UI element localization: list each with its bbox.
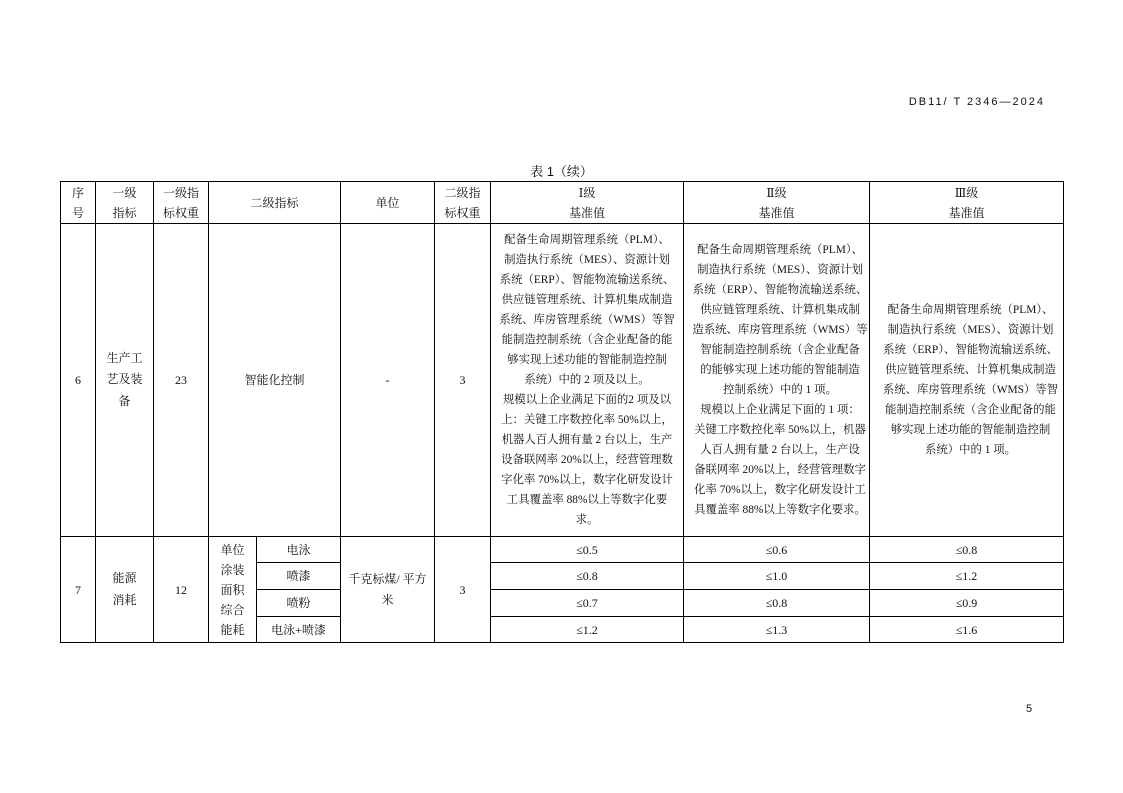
text-line: 上：关键工序数控化率 50%以上， [501, 414, 673, 426]
document-code: DB11/ T 2346—2024 [908, 96, 1045, 108]
text-line: 配备生命周期管理系统（PLM）、 [697, 244, 863, 256]
cell-level1-weight: 23 [154, 224, 209, 537]
text-line: 系统（ERP）、智能物流输送系统、 [499, 274, 675, 286]
text-line: Ⅰ级 [578, 185, 596, 200]
text-line: 系统（ERP）、智能物流输送系统、 [692, 284, 868, 296]
text-line: 配备生命周期管理系统（PLM）、 [887, 304, 1054, 316]
text-line: 能制造控制系统（含企业配备的能 [501, 334, 673, 346]
col-header-level2-indicator [209, 182, 341, 224]
text-line: Ⅱ级 [766, 185, 787, 200]
text-line: 米 [381, 592, 394, 607]
text-line: 系统）中的 1 项。 [924, 444, 1017, 456]
text-line: 化率 70%以上，数字化研发设计工 [694, 484, 866, 496]
text-line: 供应链管理系统、计算机集成制造 [501, 294, 673, 306]
text-line: 机器人百人拥有量 2 台以上，生产 [501, 434, 673, 446]
text-line: 二级指 [444, 185, 481, 200]
text-line: 系统）中的 2 项及以上。 [524, 374, 650, 386]
table-row [61, 537, 1064, 563]
cell-grade3-benchmark [870, 224, 1064, 537]
cell-sub-item: 喷粉 [257, 590, 341, 617]
text-line: 控制系统）中的 1 项。 [723, 384, 837, 396]
cell-level2-group [209, 537, 257, 643]
text-line: 具覆盖率 88%以上等数字化要求。 [694, 504, 866, 516]
text-line: 千克标煤/ 平方 [348, 571, 427, 586]
text-line: 单位 [375, 195, 400, 210]
cell-grade2-benchmark: ≤1.3 [684, 617, 870, 643]
cell-grade1-benchmark [491, 224, 684, 537]
text-line: 制造执行系统（MES）、资源计划 [697, 264, 863, 276]
col-header-seq [61, 182, 96, 224]
text-line: 造系统、库房管理系统（WMS）等 [692, 324, 868, 336]
text-line: 够实现上述功能的智能制造控制 [507, 354, 667, 366]
cell-grade1-benchmark: ≤0.5 [491, 537, 684, 563]
text-line: 标权重 [444, 205, 481, 220]
text-line: 备联网率 20%以上，经营管理数字 [694, 464, 866, 476]
text-line: 人百人拥有量 2 台以上，生产设 [700, 444, 860, 456]
text-line: 单位 [220, 542, 245, 557]
text-line: 系统、库房管理系统（WMS）等智 [882, 384, 1059, 396]
text-line: 字化率 70%以上，数字化研发设计 [501, 474, 673, 486]
text-line: 消耗 [112, 592, 137, 607]
text-line: 指标 [112, 205, 137, 220]
cell-level1-indicator [96, 224, 154, 537]
text-line: 备 [118, 393, 131, 408]
text-line: 能耗 [220, 622, 245, 637]
text-line: 规模以上企业满足下面的2 项及以 [503, 394, 672, 406]
text-line: 规模以上企业满足下面的 1 项： [700, 404, 860, 416]
text-line: 制造执行系统（MES）、资源计划 [504, 254, 670, 266]
text-line: 基准值 [758, 205, 795, 220]
cell-unit [341, 537, 435, 643]
cell-grade2-benchmark: ≤0.8 [684, 590, 870, 617]
text-line: 标权重 [162, 205, 199, 220]
col-header-level1-weight [154, 182, 209, 224]
text-line: 艺及装 [106, 372, 143, 387]
col-header-grade3 [870, 182, 1064, 224]
text-line: 制造执行系统（MES）、资源计划 [887, 324, 1054, 336]
cell-seq: 6 [61, 224, 96, 537]
text-line: 够实现上述功能的智能制造控制 [890, 424, 1051, 436]
text-line: 生产工 [106, 350, 143, 365]
indicator-table [60, 181, 1064, 643]
cell-grade3-benchmark: ≤0.9 [870, 590, 1064, 617]
text-line: 能源 [112, 571, 137, 585]
cell-sub-item: 电泳+喷漆 [257, 617, 341, 643]
cell-unit: - [341, 224, 435, 537]
col-header-grade1 [491, 182, 684, 224]
col-header-unit [341, 182, 435, 224]
cell-sub-item: 电泳 [257, 537, 341, 563]
cell-grade2-benchmark: ≤0.6 [684, 537, 870, 563]
text-line: 关键工序数控化率 50%以上，机器 [694, 424, 866, 436]
text-line: 配备生命周期管理系统（PLM）、 [504, 234, 670, 246]
text-line: 工具覆盖率 88%以上等数字化要 [506, 494, 668, 506]
cell-grade3-benchmark: ≤1.2 [870, 563, 1064, 590]
text-line: 系统（ERP）、智能物流输送系统、 [883, 344, 1058, 356]
text-line: 供应链管理系统、计算机集成制造 [885, 364, 1056, 376]
text-line: 智能制造控制系统（含企业配备 [700, 344, 860, 356]
col-header-level2-weight [435, 182, 491, 224]
text-line: 系统、库房管理系统（WMS）等智 [499, 314, 675, 326]
cell-sub-item: 喷漆 [257, 563, 341, 590]
text-line: 号 [71, 205, 84, 220]
text-line: 基准值 [569, 205, 606, 220]
cell-grade2-benchmark: ≤1.0 [684, 563, 870, 590]
text-line: 二级指标 [250, 195, 299, 210]
col-header-grade2 [684, 182, 870, 224]
table-header-row [61, 182, 1064, 224]
table-title: 表 1（续） [530, 164, 593, 179]
cell-level1-indicator [96, 537, 154, 643]
cell-level2-weight: 3 [435, 537, 491, 643]
text-line: Ⅲ级 [954, 185, 979, 200]
text-line: 一级指 [162, 185, 199, 200]
cell-grade1-benchmark: ≤0.8 [491, 563, 684, 590]
text-line: 设备联网率 20%以上，经营管理数 [501, 454, 673, 466]
table-row [61, 224, 1064, 537]
cell-seq: 7 [61, 537, 96, 643]
cell-level2-indicator: 智能化控制 [209, 224, 341, 537]
cell-grade1-benchmark: ≤1.2 [491, 617, 684, 643]
cell-level2-weight: 3 [435, 224, 491, 537]
col-header-level1-indicator [96, 182, 154, 224]
text-line: 面积 [220, 582, 245, 597]
cell-level1-weight: 12 [154, 537, 209, 643]
text-line: 求。 [575, 514, 599, 526]
page-number: 5 [1026, 703, 1033, 715]
text-line: 能制造控制系统（含企业配备的能 [885, 404, 1056, 416]
text-line: 综合 [220, 602, 245, 617]
text-line: 的能够实现上述功能的智能制造 [700, 364, 860, 376]
text-line: 涂装 [220, 562, 245, 577]
text-line: 序 [71, 185, 84, 200]
text-line: 一级 [112, 185, 137, 200]
cell-grade1-benchmark: ≤0.7 [491, 590, 684, 617]
cell-grade3-benchmark: ≤0.8 [870, 537, 1064, 563]
text-line: 供应链管理系统、计算机集成制 [700, 304, 860, 316]
text-line: 基准值 [948, 205, 985, 220]
cell-grade3-benchmark: ≤1.6 [870, 617, 1064, 643]
cell-grade2-benchmark [684, 224, 870, 537]
